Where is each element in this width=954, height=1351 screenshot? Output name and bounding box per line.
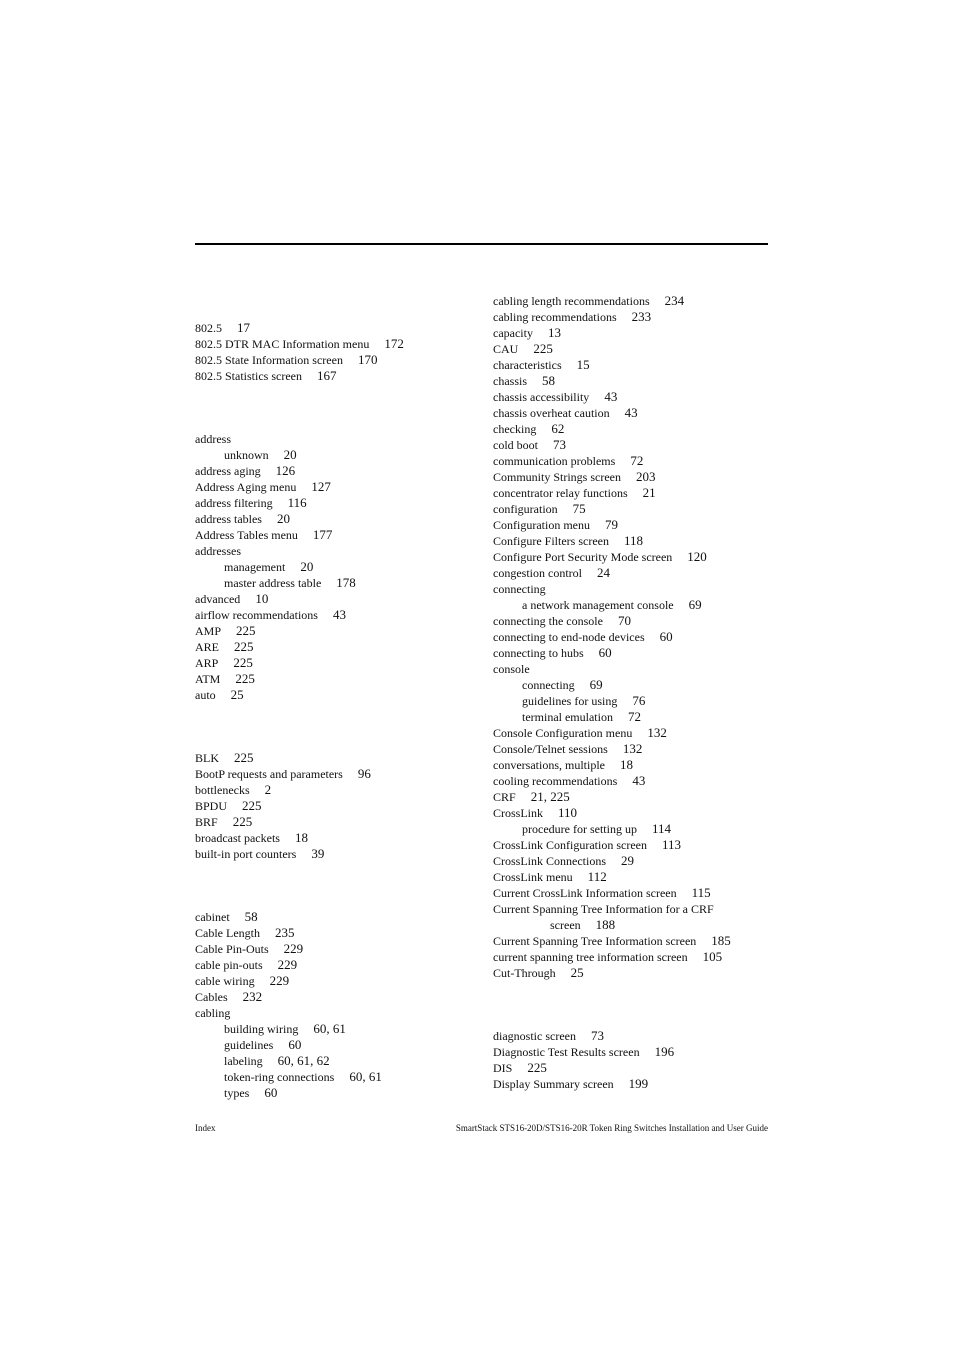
index-page-ref[interactable]: 13 xyxy=(547,325,561,340)
index-term: guidelines for using xyxy=(522,694,618,708)
index-subentry xyxy=(195,1021,475,1037)
index-page-ref[interactable]: 225 xyxy=(232,814,253,829)
index-entry xyxy=(195,591,475,607)
index-page-ref[interactable]: 17 xyxy=(237,320,250,335)
index-entry xyxy=(195,431,475,447)
index-term: built-in port counters xyxy=(195,847,297,861)
index-entry xyxy=(493,373,773,389)
index-page-ref[interactable]: 20 xyxy=(283,447,297,462)
index-page-ref[interactable]: 21, 225 xyxy=(530,789,570,804)
index-page-ref[interactable]: 114 xyxy=(651,821,671,836)
index-page-ref[interactable]: 10 xyxy=(255,591,269,606)
index-entry xyxy=(493,965,773,981)
index-term: Current Spanning Tree Information screen xyxy=(493,934,697,948)
index-entry xyxy=(195,957,475,973)
index-page-ref[interactable]: 177 xyxy=(312,527,333,542)
index-entry xyxy=(493,885,773,901)
index-page-ref[interactable]: 225 xyxy=(233,655,253,670)
index-page-ref[interactable]: 69 xyxy=(589,677,603,692)
index-page-ref[interactable]: 75 xyxy=(572,501,586,516)
index-page-ref[interactable]: 60 xyxy=(598,645,612,660)
index-page-ref[interactable]: 18 xyxy=(619,757,633,772)
index-page-ref[interactable]: 72 xyxy=(630,453,644,468)
index-term: management xyxy=(224,560,286,574)
index-subentry xyxy=(195,1069,475,1085)
index-term: congestion control xyxy=(493,566,582,580)
index-term: a network management console xyxy=(522,598,674,612)
index-term: token-ring connections xyxy=(224,1070,335,1084)
index-page-ref[interactable]: 196 xyxy=(654,1044,675,1059)
index-page-ref[interactable]: 110 xyxy=(558,805,578,820)
index-page-ref[interactable]: 229 xyxy=(269,973,290,988)
index-page-ref[interactable]: 116 xyxy=(287,495,307,510)
index-page-ref[interactable]: 225 xyxy=(235,671,255,686)
index-entry xyxy=(493,517,773,533)
index-term: CAU xyxy=(493,342,519,356)
index-term: connecting the console xyxy=(493,614,603,628)
index-term: building wiring xyxy=(224,1022,299,1036)
index-term: chassis xyxy=(493,374,527,388)
header-rule xyxy=(195,243,768,245)
index-page-ref[interactable]: 60, 61 xyxy=(313,1021,346,1036)
index-term: Configure Port Security Mode screen xyxy=(493,550,673,564)
index-subentry xyxy=(493,693,773,709)
index-term: procedure for setting up xyxy=(522,822,637,836)
index-page-ref[interactable]: 43 xyxy=(624,405,638,420)
index-term: AMP xyxy=(195,624,222,638)
index-term: Current CrossLink Information screen xyxy=(493,886,677,900)
index-entry xyxy=(493,869,773,885)
index-term: address filtering xyxy=(195,496,273,510)
index-page-ref[interactable]: 62 xyxy=(551,421,565,436)
index-term: 802.5 xyxy=(195,321,222,335)
index-subentry xyxy=(195,559,475,575)
index-entry xyxy=(195,463,475,479)
index-entry xyxy=(493,661,773,677)
index-page-ref[interactable]: 43 xyxy=(604,389,618,404)
index-entry xyxy=(493,437,773,453)
index-term: 802.5 State Information screen xyxy=(195,353,343,367)
index-term: ARE xyxy=(195,640,219,654)
index-entry xyxy=(195,368,475,384)
index-term: BootP requests and parameters xyxy=(195,767,343,781)
index-term: chassis overheat caution xyxy=(493,406,610,420)
index-page-ref[interactable]: 58 xyxy=(244,909,258,924)
index-term: CRF xyxy=(493,790,516,804)
index-entry xyxy=(493,949,773,965)
index-entry xyxy=(195,687,475,703)
index-entry xyxy=(493,309,773,325)
index-entry xyxy=(493,549,773,565)
index-subentry xyxy=(493,677,773,693)
index-entry xyxy=(493,1028,773,1044)
index-entry xyxy=(493,773,773,789)
index-term: cooling recommendations xyxy=(493,774,618,788)
index-page-ref[interactable]: 120 xyxy=(687,549,707,564)
index-entry xyxy=(195,909,475,925)
index-term: types xyxy=(224,1086,250,1100)
index-page-ref[interactable]: 20 xyxy=(276,511,290,526)
index-term: Diagnostic Test Results screen xyxy=(493,1045,640,1059)
index-term: Address Tables menu xyxy=(195,528,298,542)
index-page-ref[interactable]: 72 xyxy=(627,709,641,724)
index-page-ref[interactable]: 225 xyxy=(234,639,254,654)
index-term: current spanning tree information screen xyxy=(493,950,688,964)
index-entry xyxy=(195,543,475,559)
index-entry xyxy=(195,830,475,846)
index-term: labeling xyxy=(224,1054,263,1068)
index-page-ref[interactable]: 60 xyxy=(264,1085,278,1100)
index-page-ref[interactable]: 60 xyxy=(288,1037,302,1052)
index-term: 802.5 Statistics screen xyxy=(195,369,302,383)
index-entry xyxy=(493,805,773,821)
index-page-ref[interactable]: 172 xyxy=(384,336,404,351)
index-page-ref[interactable]: 73 xyxy=(553,437,566,452)
index-entry xyxy=(493,325,773,341)
index-term: BPDU xyxy=(195,799,228,813)
index-page-ref[interactable]: 225 xyxy=(242,798,262,813)
index-entry xyxy=(493,933,773,949)
index-entry xyxy=(493,405,773,421)
index-term: unknown xyxy=(224,448,269,462)
index-page-ref[interactable]: 234 xyxy=(664,293,685,308)
index-entry xyxy=(493,501,773,517)
index-term: advanced xyxy=(195,592,241,606)
index-term: CrossLink xyxy=(493,806,544,820)
index-subentry xyxy=(195,1053,475,1069)
index-page-ref[interactable]: 76 xyxy=(632,693,646,708)
index-term: Configuration menu xyxy=(493,518,590,532)
index-entry xyxy=(493,725,773,741)
index-term: checking xyxy=(493,422,537,436)
index-page-ref[interactable]: 229 xyxy=(277,957,298,972)
index-subentry xyxy=(195,447,475,463)
index-page-ref[interactable]: 118 xyxy=(623,533,643,548)
index-entry xyxy=(493,565,773,581)
index-term: cabling recommendations xyxy=(493,310,617,324)
index-term: cabinet xyxy=(195,910,230,924)
index-term: broadcast packets xyxy=(195,831,280,845)
index-entry xyxy=(195,655,475,671)
index-entry xyxy=(195,925,475,941)
index-term: Address Aging menu xyxy=(195,480,297,494)
index-term: terminal emulation xyxy=(522,710,613,724)
index-entry xyxy=(493,581,773,597)
index-entry xyxy=(195,320,475,336)
footer-section-label: Index xyxy=(195,1123,216,1133)
index-entry xyxy=(195,782,475,798)
index-subentry xyxy=(493,709,773,725)
index-entry xyxy=(493,453,773,469)
index-term: cabling length recommendations xyxy=(493,294,650,308)
index-entry xyxy=(493,1044,773,1060)
index-page-ref[interactable]: 20 xyxy=(300,559,314,574)
index-page-ref[interactable]: 203 xyxy=(636,469,656,484)
index-page-ref[interactable]: 69 xyxy=(688,597,702,612)
index-page-ref[interactable]: 199 xyxy=(628,1076,649,1091)
index-page-ref[interactable]: 73 xyxy=(590,1028,604,1043)
index-term: master address table xyxy=(224,576,322,590)
index-entry xyxy=(493,1060,773,1076)
index-entry xyxy=(195,352,475,368)
index-entry xyxy=(493,741,773,757)
index-entry xyxy=(493,1076,773,1092)
index-subentry xyxy=(195,1085,475,1101)
index-page-ref[interactable]: 113 xyxy=(661,837,682,852)
index-entry xyxy=(195,846,475,862)
index-page-ref[interactable]: 18 xyxy=(294,830,308,845)
index-term: bottlenecks xyxy=(195,783,250,797)
index-term: connecting xyxy=(493,582,546,596)
index-page-ref[interactable]: 39 xyxy=(311,846,325,861)
index-entry xyxy=(195,750,475,766)
index-entry xyxy=(493,853,773,869)
index-entry xyxy=(493,293,773,309)
index-page-ref[interactable]: 112 xyxy=(587,869,607,884)
index-entry xyxy=(195,639,475,655)
index-term: Configure Filters screen xyxy=(493,534,609,548)
index-term: Community Strings screen xyxy=(493,470,621,484)
index-page-ref[interactable]: 24 xyxy=(596,565,610,580)
index-page-ref[interactable]: 233 xyxy=(631,309,652,324)
index-term: cabling xyxy=(195,1006,231,1020)
index-page-ref[interactable]: 225 xyxy=(236,623,256,638)
index-term: console xyxy=(493,662,530,676)
index-entry xyxy=(195,671,475,687)
index-entry xyxy=(493,645,773,661)
index-term: characteristics xyxy=(493,358,562,372)
index-term: diagnostic screen xyxy=(493,1029,576,1043)
index-term: Current Spanning Tree Information for a CRF xyxy=(493,902,714,916)
index-page-ref[interactable]: 25 xyxy=(230,687,244,702)
index-entry xyxy=(493,789,773,805)
index-term: Display Summary screen xyxy=(493,1077,614,1091)
index-page-ref[interactable]: 132 xyxy=(647,725,667,740)
index-term: guidelines xyxy=(224,1038,274,1052)
index-term: chassis accessibility xyxy=(493,390,590,404)
index-page-ref[interactable]: 132 xyxy=(622,741,643,756)
index-page-ref[interactable]: 229 xyxy=(283,941,304,956)
footer-book-title: SmartStack STS16-20D/STS16-20R Token Ring Switches Installation and User Guide xyxy=(455,1123,768,1133)
index-entry xyxy=(493,629,773,645)
index-entry xyxy=(195,941,475,957)
index-term: Cable Length xyxy=(195,926,260,940)
index-term: Console Configuration menu xyxy=(493,726,633,740)
index-entry xyxy=(195,336,475,352)
index-page-ref[interactable]: 115 xyxy=(691,885,711,900)
letter-section-gap xyxy=(195,384,475,431)
index-page-ref[interactable]: 2 xyxy=(264,782,272,797)
index-page-ref[interactable]: 188 xyxy=(595,917,616,932)
index-term: configuration xyxy=(493,502,558,516)
index-column-left xyxy=(195,320,475,1101)
index-term: address xyxy=(195,432,231,446)
index-page-ref[interactable]: 170 xyxy=(357,352,378,367)
index-entry xyxy=(195,766,475,782)
index-term: Cut-Through xyxy=(493,966,556,980)
index-subentry xyxy=(195,575,475,591)
letter-section-gap xyxy=(195,862,475,909)
index-term: 802.5 DTR MAC Information menu xyxy=(195,337,370,351)
index-page-ref[interactable]: 225 xyxy=(527,1060,547,1075)
index-term: cable wiring xyxy=(195,974,255,988)
index-term: connecting to hubs xyxy=(493,646,584,660)
index-column-right xyxy=(493,293,773,1092)
index-subentry xyxy=(493,597,773,613)
index-page-ref[interactable]: 235 xyxy=(274,925,295,940)
index-term: CrossLink menu xyxy=(493,870,573,884)
index-page-ref[interactable]: 127 xyxy=(311,479,331,494)
index-page-ref[interactable]: 178 xyxy=(336,575,356,590)
index-term: ARP xyxy=(195,656,219,670)
index-term: address aging xyxy=(195,464,261,478)
index-term: cold boot xyxy=(493,438,538,452)
index-page-ref[interactable]: 167 xyxy=(316,368,337,383)
index-entry xyxy=(195,495,475,511)
index-page-ref[interactable]: 43 xyxy=(332,607,346,622)
index-entry xyxy=(493,917,773,933)
index-entry xyxy=(195,527,475,543)
index-entry xyxy=(493,357,773,373)
letter-section-gap xyxy=(195,703,475,750)
index-entry xyxy=(493,421,773,437)
index-page-ref[interactable]: 185 xyxy=(711,933,731,948)
index-term: addresses xyxy=(195,544,241,558)
index-entry xyxy=(493,837,773,853)
index-entry xyxy=(493,757,773,773)
index-term: BRF xyxy=(195,815,218,829)
index-page-ref[interactable]: 126 xyxy=(275,463,296,478)
index-page-ref[interactable]: 70 xyxy=(617,613,631,628)
index-term: concentrator relay functions xyxy=(493,486,628,500)
index-term: Cables xyxy=(195,990,228,1004)
index-term: CrossLink Configuration screen xyxy=(493,838,647,852)
index-term: connecting xyxy=(522,678,575,692)
index-term: conversations, multiple xyxy=(493,758,605,772)
index-term: screen xyxy=(550,918,581,932)
letter-section-gap xyxy=(493,981,773,1028)
index-term: DIS xyxy=(493,1061,513,1075)
index-entry xyxy=(493,389,773,405)
index-term: Console/Telnet sessions xyxy=(493,742,608,756)
index-entry xyxy=(195,989,475,1005)
index-term: BLK xyxy=(195,751,219,765)
index-entry xyxy=(493,533,773,549)
index-page-ref[interactable]: 96 xyxy=(357,766,371,781)
index-entry xyxy=(493,613,773,629)
index-page-ref[interactable]: 60 xyxy=(659,629,673,644)
index-term: capacity xyxy=(493,326,533,340)
index-entry xyxy=(195,798,475,814)
index-entry xyxy=(195,973,475,989)
index-page-ref[interactable]: 105 xyxy=(702,949,723,964)
index-page-ref[interactable]: 43 xyxy=(632,773,646,788)
index-subentry xyxy=(195,1037,475,1053)
index-term: auto xyxy=(195,688,216,702)
index-page-ref[interactable]: 60, 61 xyxy=(349,1069,382,1084)
index-page-ref[interactable]: 79 xyxy=(604,517,618,532)
index-entry xyxy=(195,1005,475,1021)
index-term: ATM xyxy=(195,672,221,686)
index-term: Cable Pin-Outs xyxy=(195,942,269,956)
index-page-ref[interactable]: 21 xyxy=(642,485,656,500)
index-entry xyxy=(493,341,773,357)
index-page-ref[interactable]: 225 xyxy=(533,341,553,356)
index-page-ref[interactable]: 60, 61, 62 xyxy=(277,1053,330,1068)
index-entry xyxy=(195,814,475,830)
index-term: airflow recommendations xyxy=(195,608,318,622)
index-page-ref[interactable]: 25 xyxy=(570,965,584,980)
index-page-ref[interactable]: 29 xyxy=(621,853,634,868)
index-entry xyxy=(493,469,773,485)
index-entry xyxy=(493,485,773,501)
index-entry xyxy=(493,901,773,917)
index-page-ref[interactable]: 232 xyxy=(242,989,263,1004)
index-term: address tables xyxy=(195,512,262,526)
index-term: connecting to end-node devices xyxy=(493,630,645,644)
index-subentry xyxy=(493,821,773,837)
index-entry xyxy=(195,511,475,527)
index-term: cable pin-outs xyxy=(195,958,263,972)
index-entry xyxy=(195,479,475,495)
index-entry xyxy=(195,607,475,623)
index-term: CrossLink Connections xyxy=(493,854,606,868)
index-page-ref[interactable]: 58 xyxy=(542,373,555,388)
index-term: communication problems xyxy=(493,454,616,468)
index-page-ref[interactable]: 225 xyxy=(234,750,254,765)
index-entry xyxy=(195,623,475,639)
index-page-ref[interactable]: 15 xyxy=(576,357,590,372)
